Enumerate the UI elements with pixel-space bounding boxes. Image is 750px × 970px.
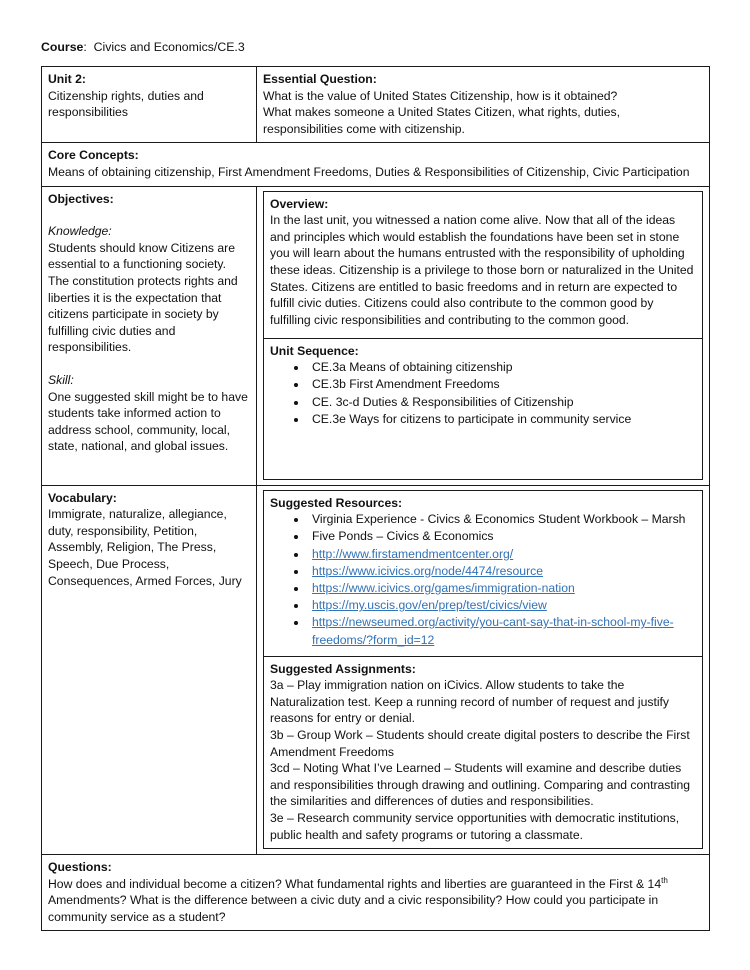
list-item-link[interactable] [308, 580, 696, 597]
core-concepts-cell [42, 143, 710, 186]
vocabulary-cell [42, 485, 257, 855]
overview-heading: Overview: [270, 196, 329, 211]
table-row-vocabulary-resources [42, 485, 710, 855]
objectives-cell [42, 186, 257, 485]
suggested-assignments-heading: Suggested Assignments: [270, 661, 416, 676]
table-row-objectives-overview [42, 186, 710, 485]
objectives-heading: Objectives: [48, 191, 114, 206]
skill-body: One suggested skill might be to have students take informed action to address school, community, local, state, national, and global issues. [48, 389, 248, 454]
resources-assignments-cell [257, 485, 710, 855]
resource-link[interactable]: https://newseumed.org/activity/you-cant-say-that-in-school-my-five-freedoms/?form_id=12 [312, 615, 674, 647]
questions-heading: Questions: [48, 860, 112, 875]
spacer [48, 207, 250, 223]
list-item: • CE.3b First Amendment Freedoms [308, 376, 696, 393]
unit-sequence-heading: Unit Sequence: [270, 343, 359, 358]
vocabulary-body: Immigrate, naturalize, allegiance, duty, responsibility, Petition, Assembly, Religion, The Press, Speech, Due Process, Consequences, Armed Forces, Jury [48, 507, 242, 588]
assignment-paragraph: 3e – Research community service opportunities with democratic institutions, public health and safety programs or tutoring a classmate. [270, 810, 680, 842]
knowledge-body: Students should know Citizens are essential to a functioning society. The constitution protects rights and liberties it is the expectation that citizens participate in society by fulfilling civic duties and responsibilities. [48, 240, 238, 355]
suggested-resources-list [270, 511, 696, 649]
spacer [48, 356, 250, 372]
subrow-suggested-assignments [264, 656, 703, 849]
essential-question-cell [257, 67, 710, 143]
table-row-core-concepts [42, 143, 710, 186]
questions-body [48, 876, 703, 926]
unit-heading: Unit 2: [48, 72, 86, 86]
list-item-link[interactable] [308, 563, 696, 580]
assignment-paragraph: 3b – Group Work – Students should create digital posters to describe the First Amendment Freedoms [270, 727, 690, 759]
table-row-unit-essential-question [42, 67, 710, 143]
resource-link[interactable]: https://www.icivics.org/node/4474/resource [312, 563, 543, 578]
core-concepts-body: Means of obtaining citizenship, First Amendment Freedoms, Duties & Responsibilities of Citizenship, Civic Participation [48, 164, 690, 179]
ordinal-superscript: th [661, 875, 668, 885]
list-item: • CE.3e Ways for citizens to participate in community service [308, 411, 696, 428]
subrow-overview [264, 191, 703, 338]
essential-question-line-1: What is the value of United States Citizenship, how is it obtained? [263, 88, 618, 103]
lesson-plan-table [41, 66, 710, 931]
vocabulary-heading: Vocabulary: [48, 490, 117, 505]
questions-part-1: How does and individual become a citizen? What fundamental rights and liberties are guaranteed in the First & 14 [48, 876, 662, 891]
overview-cell [264, 191, 703, 338]
course-separator: : [83, 40, 87, 54]
assignment-paragraph: 3a – Play immigration nation on iCivics. Allow students to take the Naturalization test. Keep a running record of number of request and justify reasons for entry or denial. [270, 678, 670, 726]
questions-part-2: Amendments? What is the difference between a civic duty and a civic responsibility? How could you participate in community service as a student? [48, 893, 659, 924]
course-value: Civics and Economics/CE.3 [93, 40, 245, 54]
list-item-link[interactable] [308, 546, 696, 563]
overview-sequence-cell [257, 186, 710, 485]
course-header [41, 40, 709, 55]
suggested-assignments-cell [264, 656, 703, 849]
course-label: Course [41, 40, 84, 54]
suggested-resources-cell [264, 490, 703, 656]
skill-label: Skill: [48, 372, 74, 387]
list-item: • Virginia Experience - Civics & Economics Student Workbook – Marsh [308, 511, 696, 528]
list-item: • Five Ponds – Civics & Economics [308, 528, 696, 545]
unit-sequence-cell [264, 338, 703, 479]
overview-sequence-subtable [263, 191, 703, 480]
questions-cell [42, 855, 710, 931]
suggested-resources-heading: Suggested Resources: [270, 495, 403, 510]
core-concepts-heading: Core Concepts: [48, 148, 139, 163]
table-row-questions [42, 855, 710, 931]
essential-question-heading: Essential Question: [263, 72, 377, 86]
knowledge-label: Knowledge: [48, 224, 112, 239]
unit-sequence-list [270, 359, 696, 428]
assignment-paragraph: 3cd – Noting What I’ve Learned – Students will examine and describe duties and responsibilities through drawing and outlining. Comparing and contrasting the similarities and differences of duties and responsibilities. [270, 761, 691, 809]
resources-assignments-subtable [263, 490, 703, 850]
resource-link[interactable]: https://www.icivics.org/games/immigration-nation [312, 580, 575, 595]
essential-question-line-2: What makes someone a United States Citizen, what rights, duties, responsibilities come with citizenship. [263, 105, 620, 136]
overview-body: In the last unit, you witnessed a nation come alive. Now that all of the ideas and principles which would establish the foundations have been set in stone you will learn about the humans entrusted with the responsibility of upholding these ideas. Citizenship is a privilege to those born or naturalized in the United States. Citizens are entitled to basic freedoms and in return are expected to fulfill civic duties. Citizens could also contribute to the common good by fulfilling civic responsibilities and contributing to the common good. [270, 213, 694, 327]
list-item: • CE.3a Means of obtaining citizenship [308, 359, 696, 376]
subrow-unit-sequence [264, 338, 703, 479]
resource-link[interactable]: http://www.firstamendmentcenter.org/ [312, 546, 514, 561]
resource-link[interactable]: https://my.uscis.gov/en/prep/test/civics/view [312, 598, 547, 613]
list-item-link[interactable] [308, 597, 696, 614]
unit-cell [42, 67, 257, 143]
list-item: • CE. 3c-d Duties & Responsibilities of Citizenship [308, 394, 696, 411]
list-item-link[interactable] [308, 614, 696, 648]
subrow-suggested-resources [264, 490, 703, 656]
unit-body: Citizenship rights, duties and responsibilities [48, 88, 204, 120]
